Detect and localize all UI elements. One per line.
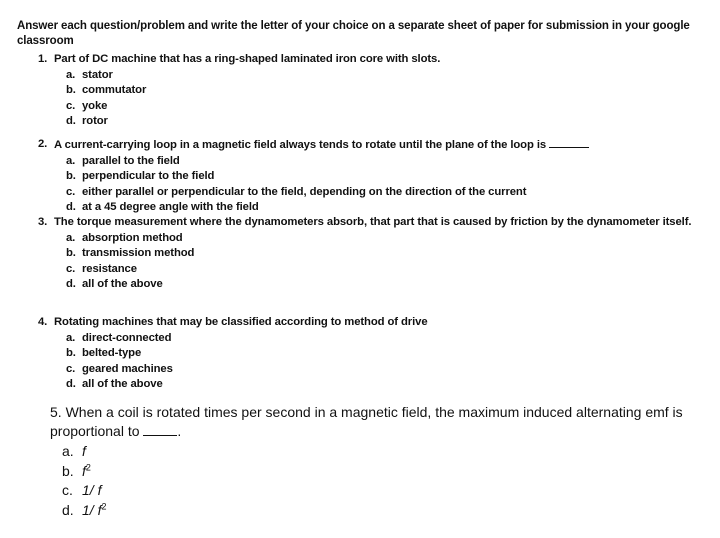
- option-d: [66, 377, 698, 393]
- option-b: [66, 169, 698, 185]
- option-text: stator: [82, 68, 113, 81]
- option-text: perpendicular to the field: [82, 170, 215, 183]
- option-exponent: 2: [85, 461, 91, 472]
- option-text: absorption method: [82, 231, 183, 244]
- question-text: The torque measurement where the dynamometers absorb, that part that is caused by friction by the dynamometer itself.: [54, 216, 692, 228]
- option-list: [66, 68, 698, 130]
- option-text: resistance: [82, 262, 137, 275]
- option-b: [62, 462, 715, 482]
- option-letter: c.: [62, 482, 73, 498]
- option-text: parallel to the field: [82, 154, 180, 167]
- option-c: [66, 99, 698, 115]
- option-letter: c.: [66, 99, 76, 112]
- option-c: [62, 481, 715, 501]
- option-a: [66, 231, 698, 247]
- option-list: [62, 442, 715, 520]
- option-letter: a.: [62, 443, 74, 459]
- option-letter: c.: [66, 262, 76, 275]
- option-letter: b.: [66, 84, 76, 97]
- option-text: 1/ f: [82, 501, 102, 518]
- option-c: [66, 362, 698, 378]
- option-exponent: 2: [101, 500, 107, 511]
- option-letter: b.: [66, 347, 76, 360]
- option-letter: c.: [66, 185, 76, 198]
- option-text: yoke: [82, 99, 108, 112]
- option-text: either parallel or perpendicular to the field, depending on the direction of the current: [82, 185, 527, 198]
- option-letter: a.: [66, 331, 76, 344]
- question-text: A current-carrying loop in a magnetic field always tends to rotate until the plane of the loop is: [54, 139, 547, 151]
- question-text: Rotating machines that may be classified according to method of drive: [54, 316, 428, 328]
- question-text: When a coil is rotated times per second in a magnetic field, the maximum induced alternating emf is proportional to: [50, 404, 683, 439]
- instructions: Answer each question/problem and write the letter of your choice on a separate sheet of paper for submission in your google classroom: [17, 20, 690, 47]
- option-b: [66, 346, 698, 362]
- question-4: [38, 315, 698, 393]
- question-2: [38, 137, 698, 216]
- option-text: f: [82, 462, 86, 479]
- option-a: [66, 331, 698, 347]
- option-letter: a.: [66, 154, 76, 167]
- option-text: at a 45 degree angle with the field: [82, 201, 259, 214]
- option-d: [66, 114, 698, 130]
- option-list: [66, 231, 698, 293]
- option-list: [66, 331, 698, 393]
- question-number: 5.: [50, 404, 62, 420]
- option-text: commutator: [82, 84, 147, 97]
- option-letter: d.: [66, 278, 76, 291]
- question-3: [38, 215, 698, 293]
- option-text: geared machines: [82, 362, 173, 375]
- option-letter: d.: [66, 378, 76, 391]
- option-d: [66, 200, 698, 216]
- question-5: [50, 403, 715, 520]
- option-b: [66, 83, 698, 99]
- option-a: [66, 154, 698, 170]
- question-1: [38, 52, 698, 130]
- answer-blank: [549, 137, 589, 148]
- option-text: direct-connected: [82, 331, 172, 344]
- option-letter: d.: [66, 201, 76, 214]
- option-a: [66, 68, 698, 84]
- answer-blank: [143, 422, 177, 436]
- option-text: 1/ f: [82, 482, 102, 498]
- option-letter: a.: [66, 231, 76, 244]
- question-number: 1.: [38, 53, 48, 65]
- option-d: [66, 277, 698, 293]
- option-letter: a.: [66, 68, 76, 81]
- option-c: [66, 185, 698, 201]
- option-text: rotor: [82, 115, 108, 128]
- option-letter: b.: [66, 247, 76, 260]
- option-letter: b.: [62, 462, 74, 479]
- option-letter: d.: [66, 115, 76, 128]
- question-number: 2.: [38, 138, 48, 150]
- option-text: transmission method: [82, 247, 195, 260]
- option-letter: d.: [62, 501, 74, 518]
- option-a: [62, 442, 715, 462]
- question-text: Part of DC machine that has a ring-shaped laminated iron core with slots.: [54, 53, 441, 65]
- option-d: [62, 501, 715, 521]
- option-letter: c.: [66, 362, 76, 375]
- option-text: all of the above: [82, 278, 163, 291]
- option-list: [66, 154, 698, 216]
- option-text: all of the above: [82, 378, 163, 391]
- question-text-end: .: [177, 423, 182, 439]
- option-b: [66, 246, 698, 262]
- question-number: 4.: [38, 316, 48, 328]
- option-letter: b.: [66, 170, 76, 183]
- option-text: belted-type: [82, 347, 142, 360]
- question-number: 3.: [38, 216, 48, 228]
- option-text: f: [82, 443, 86, 459]
- option-c: [66, 262, 698, 278]
